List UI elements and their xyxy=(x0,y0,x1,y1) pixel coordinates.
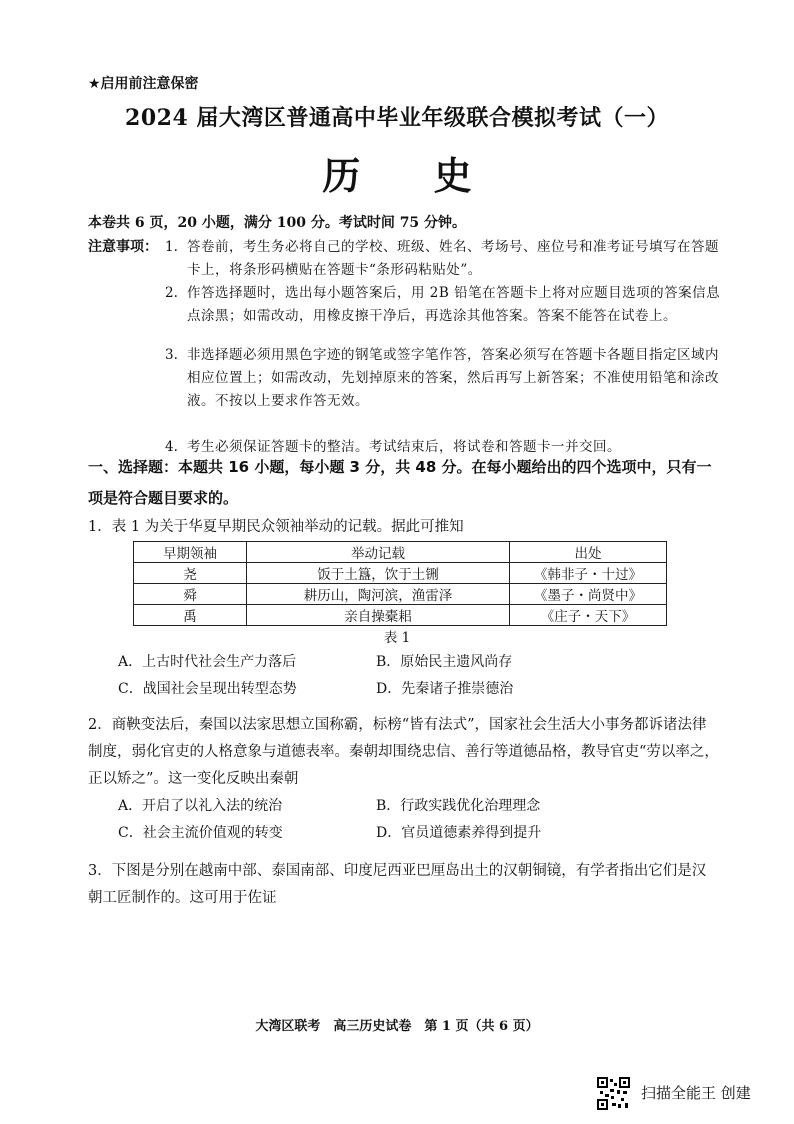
watermark-brand: 扫描全能王 创建 xyxy=(641,1084,751,1102)
question-1-stem: 1．表 1 为关于华夏早期民众领袖举动的记载。据此可推知 xyxy=(88,519,464,535)
notice-number: 4. xyxy=(165,439,178,455)
notice-text: 答卷前，考生务必将自己的学校、班级、姓名、考场号、座位号和准考证号填写在答题卡上，将条形码横贴在答题卡“条形码粘贴处”。 xyxy=(187,239,719,278)
table-caption: 表 1 xyxy=(383,630,411,646)
table-cell: 《墨子・尚贤中》 xyxy=(510,584,667,605)
table-header-cell: 早期领袖 xyxy=(134,542,247,563)
q2-option-a: A．开启了以礼入法的统治 xyxy=(118,798,283,814)
notice-number: 3. xyxy=(165,347,178,363)
q1-option-d: D．先秦诸子推崇德治 xyxy=(376,681,514,697)
notice-number: 1. xyxy=(165,239,178,255)
table-cell: 饭于土簋，饮于土铏 xyxy=(247,563,510,584)
confidential-notice: ★启用前注意保密 xyxy=(88,76,199,92)
notice-number: 2. xyxy=(165,285,178,301)
leaders-table xyxy=(133,541,667,626)
table-header-cell: 出处 xyxy=(510,542,667,563)
q2-option-d: D．官员道德素养得到提升 xyxy=(376,825,542,841)
table-cell: 尧 xyxy=(134,563,247,584)
notice-text: 非选择题必须用黑色字迹的钢笔或签字笔作答，答案必须写在答题卡各题目指定区域内相应位置上；如需改动，先划掉原来的答案，然后再写上新答案；不准使用铅笔和涂改液。不按以上要求作答无效。 xyxy=(187,347,719,409)
section-heading: 一、选择题：本题共 16 小题，每小题 3 分，共 48 分。在每小题给出的四个选项中，只有一项是符合题目要求的。 xyxy=(88,458,712,507)
exam-intro: 本卷共 6 页，20 小题，满分 100 分。考试时间 75 分钟。 xyxy=(88,215,467,231)
q2-option-b: B．行政实践优化治理理念 xyxy=(376,798,541,814)
q1-option-c: C．战国社会呈现出转型态势 xyxy=(118,681,297,697)
table-cell: 《韩非子・十过》 xyxy=(510,563,667,584)
qr-code-icon xyxy=(597,1077,630,1110)
question-3-stem: 3．下图是分别在越南中部、泰国南部、印度尼西亚巴厘岛出土的汉朝铜镜，有学者指出它们是汉朝工匠制作的。这可用于佐证 xyxy=(88,863,707,906)
table-cell: 禹 xyxy=(134,605,247,626)
table-row xyxy=(134,605,667,626)
table-cell: 《庄子・天下》 xyxy=(510,605,667,626)
notice-item-3 xyxy=(165,344,725,413)
table-cell: 舜 xyxy=(134,584,247,605)
notice-item-1 xyxy=(165,236,725,282)
table-row xyxy=(134,563,667,584)
table-row xyxy=(134,584,667,605)
notice-item-2 xyxy=(165,282,725,328)
q2-option-c: C．社会主流价值观的转变 xyxy=(118,825,283,841)
q1-option-b: B．原始民主遗风尚存 xyxy=(376,654,513,670)
notice-text: 作答选择题时，选出每小题答案后，用 2B 铅笔在答题卡上将对应题目选项的答案信息点涂黑；如需改动，用橡皮擦干净后，再选涂其他答案。答案不能答在试卷上。 xyxy=(187,285,721,324)
page-footer: 大湾区联考 高三历史试卷 第 1 页（共 6 页） xyxy=(255,1019,539,1034)
notice-text: 考生必须保证答题卡的整洁。考试结束后，将试卷和答题卡一并交回。 xyxy=(187,439,621,455)
subject-title: 历 史 xyxy=(322,153,502,198)
table-cell: 耕历山，陶河滨，渔雷泽 xyxy=(247,584,510,605)
notice-label: 注意事项： xyxy=(88,239,158,255)
table-header-row xyxy=(134,542,667,563)
q1-option-a: A．上古时代社会生产力落后 xyxy=(118,654,297,670)
table-cell: 亲自操橐耜 xyxy=(247,605,510,626)
question-2-stem: 2．商鞅变法后，秦国以法家思想立国称霸，标榜“皆有法式”，国家社会生活大小事务都诉诸法律制度，弱化官吏的人格意象与道德表率。秦朝却围绕忠信、善行等道德品格，教导官吏“劳以率之，正以矫之”。这一变化反映出秦朝 xyxy=(88,717,719,787)
exam-title: 2024 届大湾区普通高中毕业年级联合模拟考试（一） xyxy=(125,105,669,131)
table-header-cell: 举动记载 xyxy=(247,542,510,563)
